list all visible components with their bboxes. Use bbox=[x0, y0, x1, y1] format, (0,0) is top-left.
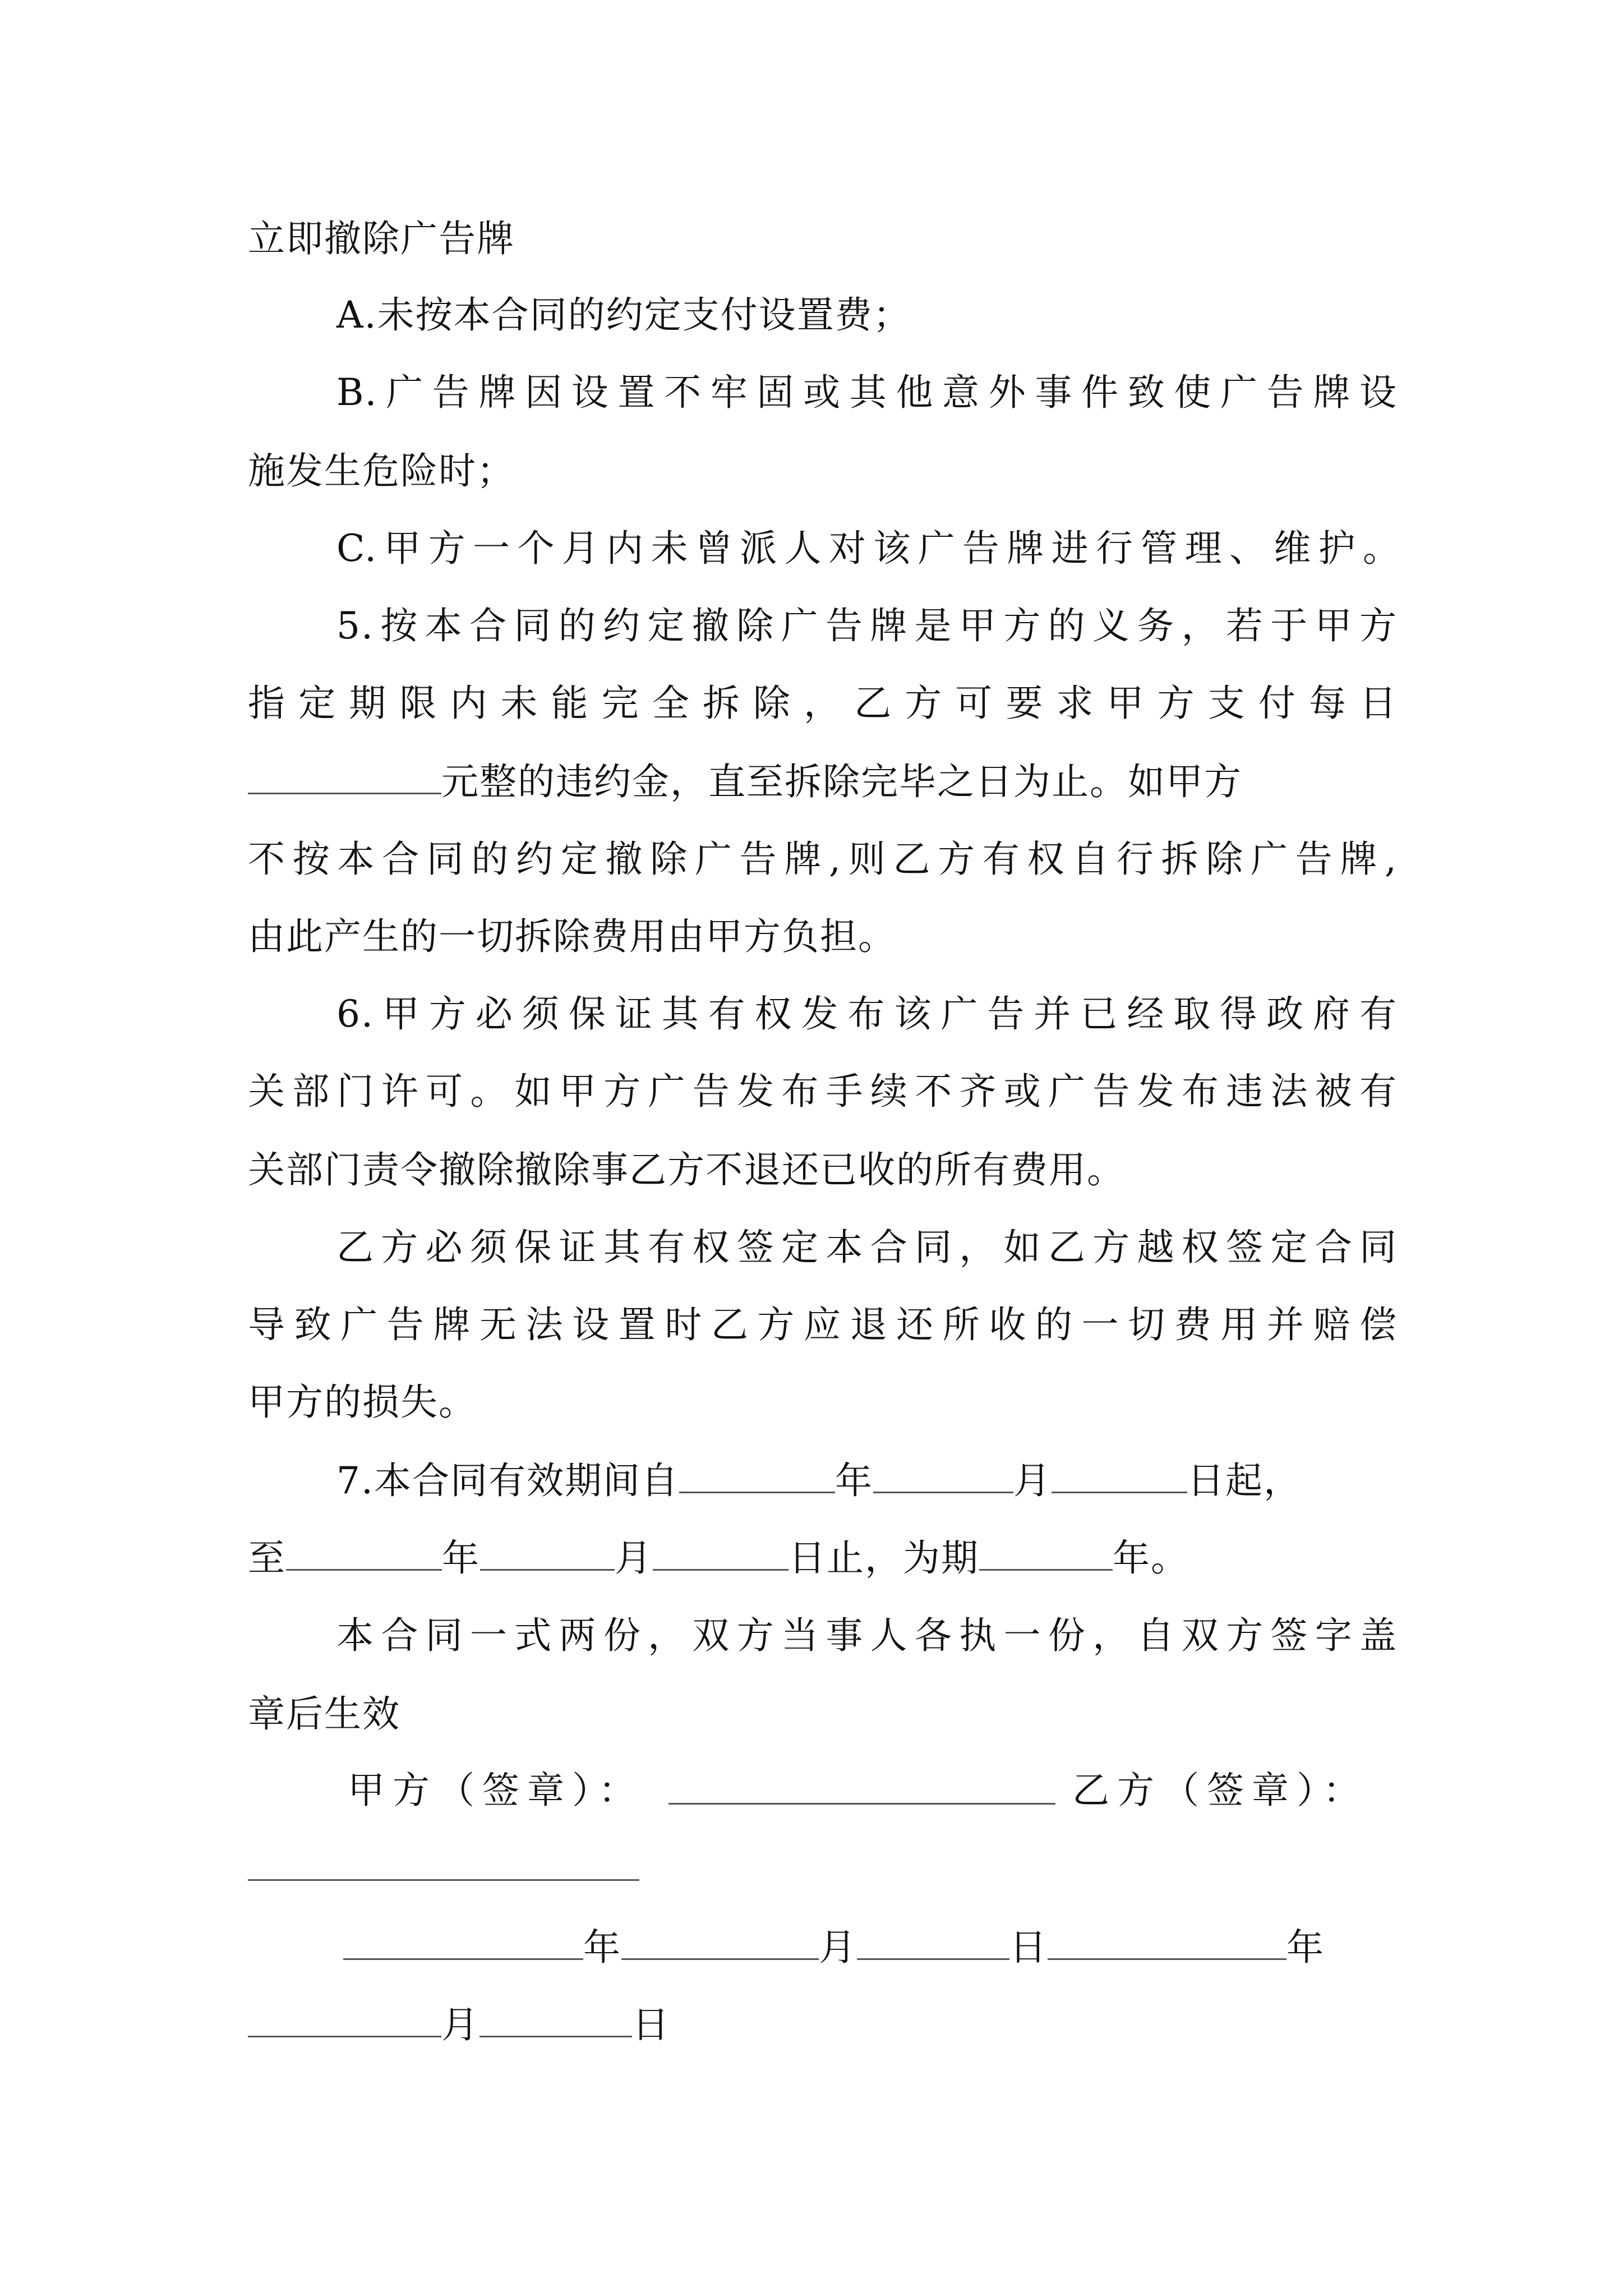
signature-date-line bbox=[248, 1997, 670, 2053]
fill-blank-party-a-month[interactable] bbox=[621, 1921, 819, 1960]
fill-blank-end-day[interactable] bbox=[653, 1532, 789, 1571]
text-line: 关部门许可。如甲方广告发布手续不齐或广告发布违法被有 bbox=[248, 1070, 1398, 1113]
fill-blank-start-day[interactable] bbox=[1052, 1455, 1187, 1493]
fill-blank-party-a-year[interactable] bbox=[343, 1921, 583, 1960]
text-segment: 年。 bbox=[1113, 1536, 1189, 1580]
fill-blank-party-b-year[interactable] bbox=[1048, 1921, 1287, 1960]
party-b-signature-field[interactable] bbox=[248, 1879, 639, 1881]
text-segment: 7.本合同有效期间自 bbox=[336, 1459, 679, 1502]
fill-blank-end-year[interactable] bbox=[286, 1532, 442, 1571]
text-line: 立即撤除广告牌 bbox=[248, 217, 515, 260]
text-line: 施发生危险时； bbox=[248, 449, 515, 493]
text-segment: 日 bbox=[1009, 1926, 1048, 1969]
party-a-signature-label: 甲方（签章）： bbox=[348, 1769, 643, 1812]
text-segment: 月 bbox=[441, 2003, 479, 2046]
clause-b: B.广告牌因设置不牢固或其他意外事件致使广告牌设 bbox=[336, 371, 1398, 414]
text-segment: 日起， bbox=[1187, 1459, 1302, 1502]
text-segment: 年 bbox=[442, 1536, 480, 1580]
text-line: 由此产生的一切拆除费用由甲方负担。 bbox=[248, 915, 896, 958]
signature-date-line bbox=[343, 1920, 1325, 1976]
text-line: 指定期限内未能完全拆除，乙方可要求甲方支付每日 bbox=[248, 682, 1398, 725]
clause-6: 6.甲方必须保证其有权发布该广告并已经取得政府有 bbox=[336, 992, 1398, 1036]
fill-blank-start-year[interactable] bbox=[679, 1455, 835, 1493]
text-segment: 年 bbox=[834, 1459, 873, 1502]
fill-blank-term-years[interactable] bbox=[979, 1532, 1113, 1571]
clause-a: A.未按本合同的约定支付设置费； bbox=[336, 293, 911, 337]
text-segment: 年 bbox=[1287, 1926, 1325, 1969]
paragraph-line: 本合同一式两份，双方当事人各执一份，自双方签字盖 bbox=[336, 1614, 1398, 1657]
text-line: 不按本合同的约定撤除广告牌,则乙方有权自行拆除广告牌, bbox=[248, 838, 1398, 881]
clause-7-line bbox=[336, 1453, 1302, 1509]
text-line: 导致广告牌无法设置时乙方应退还所收的一切费用并赔偿 bbox=[248, 1303, 1398, 1346]
text-segment: 日止，为期 bbox=[789, 1536, 979, 1580]
text-line: 关部门责令撤除撤除事乙方不退还已收的所有费用。 bbox=[248, 1148, 1125, 1191]
fill-blank-end-month[interactable] bbox=[480, 1532, 615, 1571]
fill-blank-party-b-month[interactable] bbox=[248, 1999, 441, 2037]
text-segment: 月 bbox=[615, 1536, 653, 1580]
paragraph-line: 乙方必须保证其有权签定本合同，如乙方越权签定合同 bbox=[336, 1226, 1398, 1269]
party-a-signature-field[interactable] bbox=[668, 1803, 1055, 1805]
clause-5: 5.按本合同的约定撤除广告牌是甲方的义务，若于甲方 bbox=[336, 604, 1398, 647]
text-segment: 月 bbox=[1013, 1459, 1052, 1502]
fill-blank-start-month[interactable] bbox=[873, 1455, 1013, 1493]
text-line bbox=[248, 1530, 1189, 1586]
fill-blank-party-b-day[interactable] bbox=[479, 1999, 632, 2037]
text-segment: 至 bbox=[248, 1536, 286, 1580]
party-b-signature-label: 乙方（签章）： bbox=[1072, 1769, 1368, 1812]
clause-c: C.甲方一个月内未曾派人对该广告牌进行管理、维护。 bbox=[336, 527, 1401, 570]
text-segment: 月 bbox=[819, 1926, 857, 1969]
fill-blank-party-a-day[interactable] bbox=[857, 1921, 1009, 1960]
text-segment: 元整的违约金，直至拆除完毕之日为止。如甲方 bbox=[441, 760, 1242, 803]
text-segment: 年 bbox=[583, 1926, 621, 1969]
text-line: 章后生效 bbox=[248, 1692, 400, 1736]
text-line bbox=[248, 754, 1242, 810]
text-segment: 日 bbox=[632, 2003, 670, 2046]
text-line: 甲方的损失。 bbox=[248, 1381, 477, 1424]
fill-blank-amount[interactable] bbox=[248, 756, 441, 794]
